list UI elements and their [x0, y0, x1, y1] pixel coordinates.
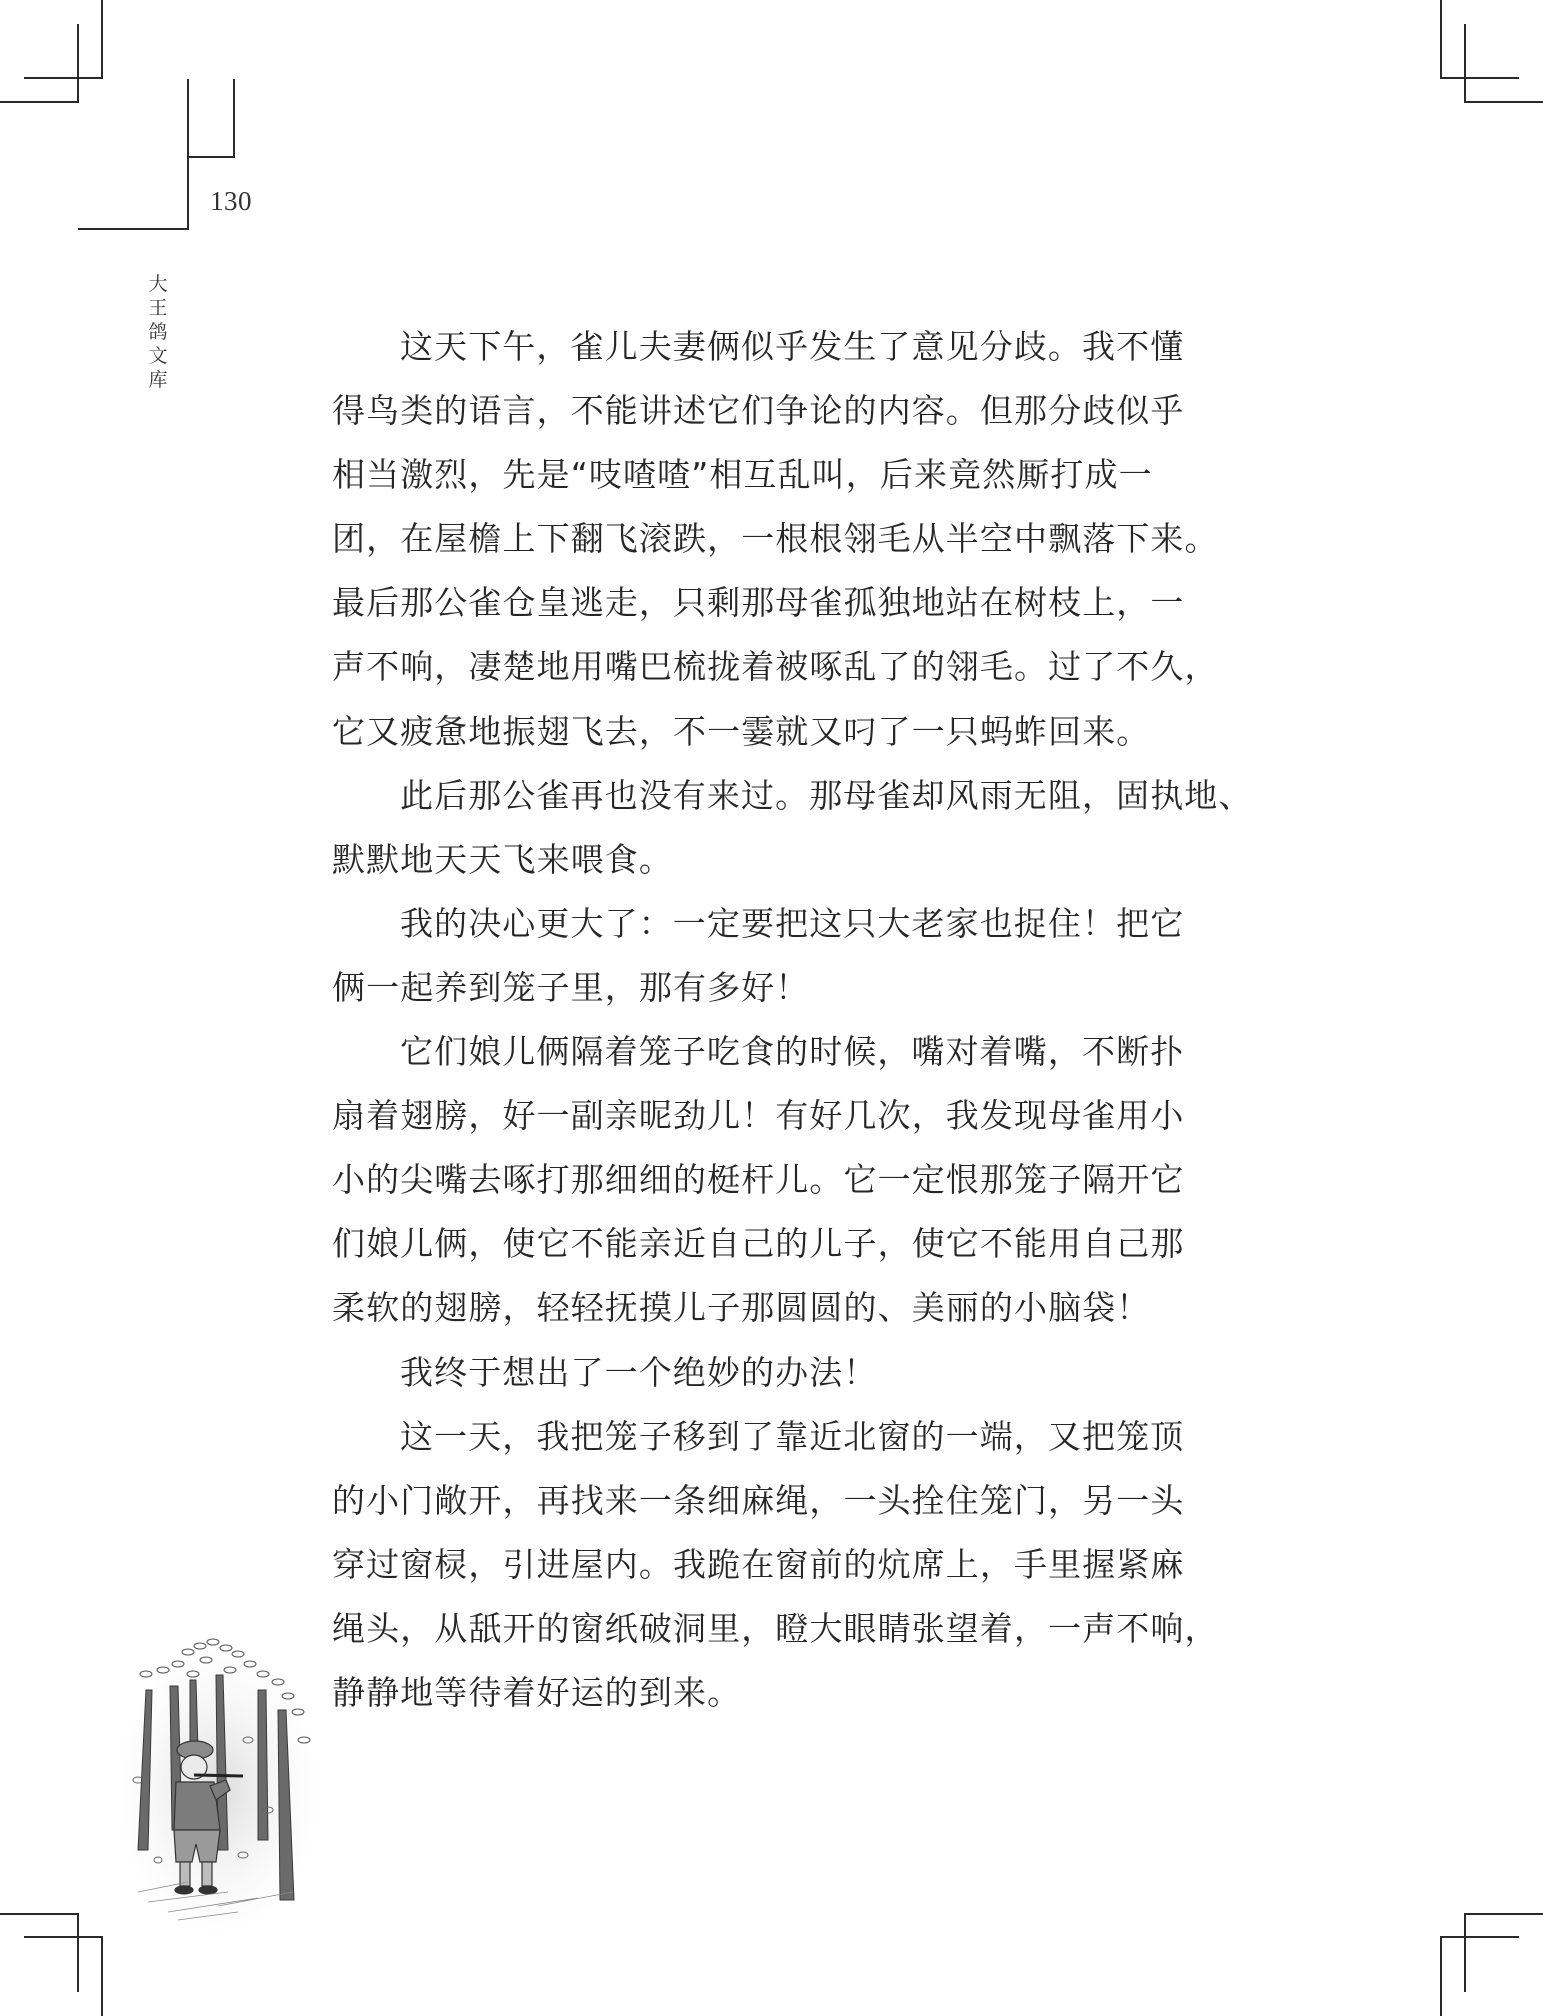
text-line: 得鸟类的语言，不能讲述它们争论的内容。但那分歧似乎	[332, 391, 1185, 431]
paragraph	[332, 892, 1192, 1020]
text-line: 柔软的翅膀，轻轻抚摸儿子那圆圆的、美丽的小脑袋！	[332, 1288, 1151, 1328]
folio-frame-inner-v	[233, 79, 235, 158]
text-line: 这天下午，雀儿夫妻俩似乎发生了意见分歧。我不懂	[400, 327, 1185, 366]
paragraph	[332, 1020, 1192, 1340]
crop-mark-top-right-outer-h	[1440, 77, 1519, 79]
sketch-image	[118, 1630, 318, 1930]
folio-frame-outer-h	[78, 228, 189, 230]
crop-mark-bottom-right-inner-h	[1440, 1936, 1519, 1938]
folio-frame-inner-h	[188, 156, 235, 158]
series-label-char: 文	[148, 345, 168, 367]
text-line: 相当激烈，先是“吱喳喳”相互乱叫，后来竟然厮打成一	[332, 455, 1153, 495]
paragraph	[332, 1341, 1192, 1405]
text-line: 的小门敞开，再找来一条细麻绳，一头拴住笼门，另一头	[332, 1480, 1185, 1520]
crop-mark-bottom-left-inner-v	[101, 1936, 103, 2016]
crop-mark-bottom-right-inner-v	[1440, 1936, 1442, 2016]
text-line: 小的尖嘴去啄打那细细的梃杆儿。它一定恨那笼子隔开它	[332, 1160, 1185, 1200]
crop-mark-bottom-right-outer-h	[1464, 1913, 1543, 1915]
text-line: 扇着翅膀，好一副亲昵劲儿！有好几次，我发现母雀用小	[332, 1096, 1185, 1136]
crop-mark-top-right-outer-v	[1440, 0, 1442, 79]
paragraph	[332, 315, 1219, 764]
text-line: 我终于想出了一个绝妙的办法！	[400, 1352, 878, 1392]
illustration-boy-flute-forest	[118, 1630, 318, 1930]
crop-mark-top-right-inner-h	[1464, 101, 1543, 103]
text-line: 它又疲惫地振翅飞去，不一霎就又叼了一只蚂蚱回来。	[332, 711, 1151, 751]
crop-mark-bottom-left-outer-v	[77, 1913, 79, 1992]
series-label-vertical	[146, 272, 170, 392]
crop-mark-bottom-right-outer-v	[1464, 1913, 1466, 1992]
series-label-char: 大	[148, 273, 168, 295]
text-line: 穿过窗棂，引进屋内。我跪在窗前的炕席上，手里握紧麻	[332, 1544, 1185, 1584]
text-line: 此后那公雀再也没有来过。那母雀却风雨无阻，固执地、	[400, 775, 1253, 815]
text-line: 俩一起养到笼子里，那有多好！	[332, 967, 810, 1007]
crop-mark-top-right-inner-v	[1464, 24, 1466, 103]
series-label-char: 鸽	[148, 321, 168, 343]
text-line: 团，在屋檐上下翻飞滚跌，一根根翎毛从半空中飘落下来。	[332, 519, 1219, 559]
crop-mark-top-left-outer-h	[24, 77, 103, 79]
text-line: 声不响，凄楚地用嘴巴梳拢着被啄乱了的翎毛。过了不久，	[332, 647, 1219, 687]
text-line: 这一天，我把笼子移到了靠近北窗的一端，又把笼顶	[400, 1416, 1185, 1456]
text-line: 最后那公雀仓皇逃走，只剩那母雀孤独地站在树枝上，一	[332, 583, 1185, 623]
paragraph	[332, 764, 1253, 892]
series-label-char: 库	[148, 369, 168, 391]
body-text	[332, 315, 1253, 1725]
crop-mark-bottom-left-inner-h	[24, 1936, 103, 1938]
text-line: 我的决心更大了：一定要把这只大老家也捉住！把它	[400, 903, 1185, 943]
paragraph	[332, 1405, 1219, 1725]
text-line: 静静地等待着好运的到来。	[332, 1672, 742, 1712]
text-line: 默默地天天飞来喂食。	[332, 839, 673, 879]
folio-frame-outer-v	[187, 79, 189, 230]
text-line: 们娘儿俩，使它不能亲近自己的儿子，使它不能用自己那	[332, 1224, 1185, 1264]
crop-mark-top-left-inner-h	[0, 101, 79, 103]
crop-mark-top-left-inner-v	[77, 24, 79, 103]
crop-mark-top-left-outer-v	[101, 0, 103, 79]
series-label-char: 王	[148, 297, 168, 319]
text-line: 绳头，从舐开的窗纸破洞里，瞪大眼睛张望着，一声不响，	[332, 1608, 1219, 1648]
text-line: 它们娘儿俩隔着笼子吃食的时候，嘴对着嘴，不断扑	[400, 1032, 1185, 1072]
crop-mark-bottom-left-outer-h	[0, 1913, 79, 1915]
page-number: 130	[210, 186, 252, 216]
